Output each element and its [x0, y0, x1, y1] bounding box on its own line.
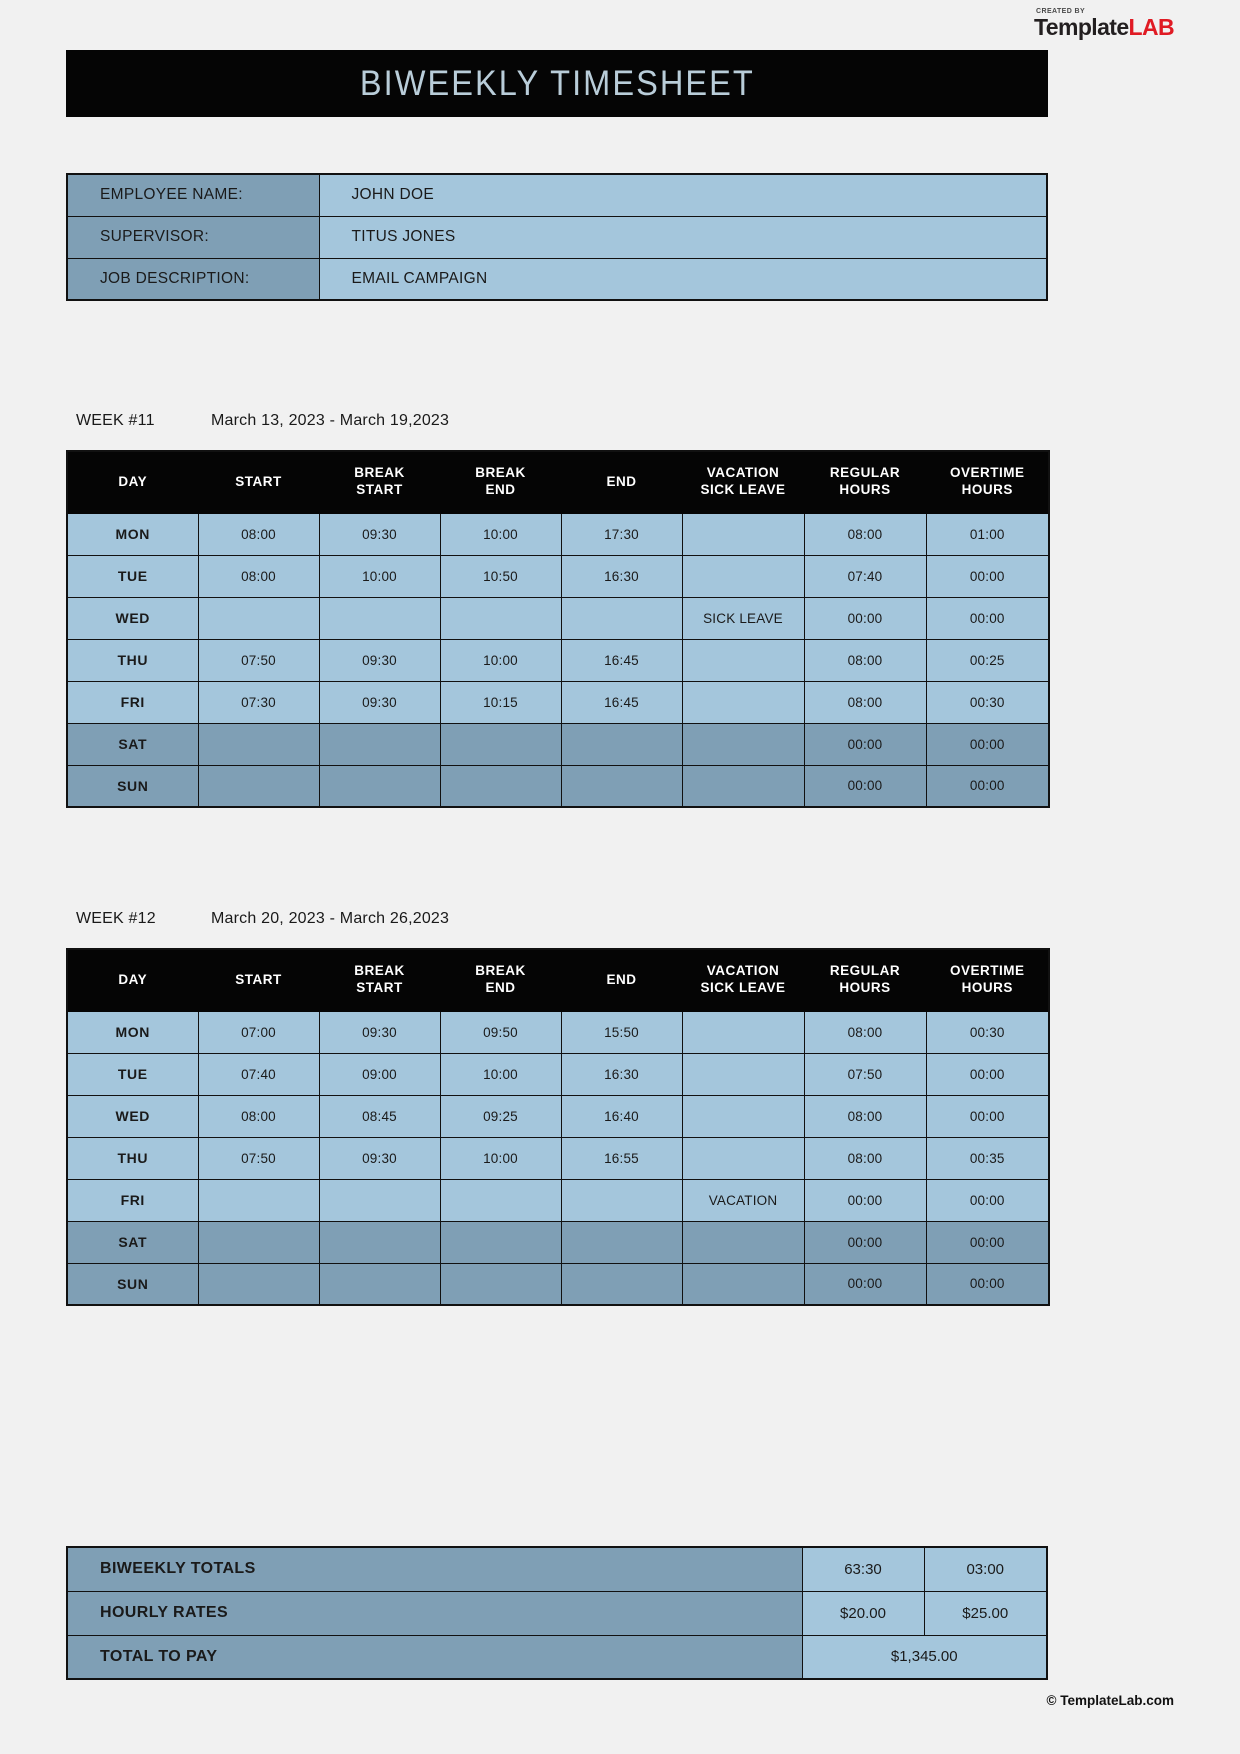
column-header [926, 949, 1049, 1011]
hourly-rates-label: HOURLY RATES [67, 1591, 802, 1635]
start-cell[interactable] [198, 723, 319, 765]
vacation-cell[interactable] [682, 1137, 804, 1179]
column-header [67, 949, 198, 1011]
day-cell: SUN [67, 765, 198, 807]
regular-cell[interactable]: 00:00 [804, 723, 926, 765]
info-value[interactable]: TITUS JONES [319, 216, 1047, 258]
column-header [926, 451, 1049, 513]
break-end-cell[interactable]: 10:00 [440, 1053, 561, 1095]
week-heading [76, 412, 449, 430]
end-cell[interactable]: 16:45 [561, 639, 682, 681]
overtime-cell[interactable]: 01:00 [926, 513, 1049, 555]
info-label: EMPLOYEE NAME: [67, 174, 319, 216]
day-cell: WED [67, 597, 198, 639]
column-header-line2: SICK LEAVE [700, 980, 786, 996]
column-header-line1: BREAK [475, 465, 526, 481]
regular-cell[interactable]: 00:00 [804, 1263, 926, 1305]
info-value[interactable]: JOHN DOE [319, 174, 1047, 216]
week-number: WEEK #11 [76, 412, 155, 429]
logo-lab-text: LAB [1128, 14, 1174, 40]
regular-cell[interactable]: 07:40 [804, 555, 926, 597]
column-header-line1: END [606, 473, 637, 489]
break-end-cell[interactable] [440, 1221, 561, 1263]
vacation-cell[interactable] [682, 1221, 804, 1263]
table-row [67, 1221, 1049, 1263]
break-start-cell[interactable]: 09:30 [319, 1011, 440, 1053]
column-header-line1: REGULAR [829, 963, 901, 979]
table-row [67, 513, 1049, 555]
day-cell: FRI [67, 681, 198, 723]
start-cell[interactable]: 08:00 [198, 555, 319, 597]
start-cell[interactable] [198, 1221, 319, 1263]
break-end-cell[interactable]: 10:50 [440, 555, 561, 597]
break-end-cell[interactable] [440, 1263, 561, 1305]
vacation-cell[interactable] [682, 723, 804, 765]
week-timesheet-table [66, 450, 1050, 808]
vacation-cell[interactable] [682, 681, 804, 723]
regular-cell[interactable]: 00:00 [804, 1221, 926, 1263]
break-start-cell[interactable] [319, 597, 440, 639]
overtime-cell[interactable]: 00:00 [926, 555, 1049, 597]
vacation-cell[interactable] [682, 1263, 804, 1305]
table-row [67, 1053, 1049, 1095]
overtime-cell[interactable]: 00:00 [926, 1095, 1049, 1137]
column-header-line2: HOURS [961, 482, 1013, 498]
regular-cell[interactable]: 08:00 [804, 639, 926, 681]
column-header-line2: START [356, 482, 403, 498]
break-start-cell[interactable]: 09:30 [319, 513, 440, 555]
table-row [67, 639, 1049, 681]
vacation-cell[interactable]: VACATION [682, 1179, 804, 1221]
break-end-cell[interactable] [440, 597, 561, 639]
start-cell[interactable]: 07:50 [198, 639, 319, 681]
total-to-pay-row [67, 1635, 1047, 1679]
start-cell[interactable]: 07:30 [198, 681, 319, 723]
vacation-cell[interactable] [682, 513, 804, 555]
break-end-cell[interactable]: 09:25 [440, 1095, 561, 1137]
column-header-line2: END [485, 980, 516, 996]
overtime-cell[interactable]: 00:00 [926, 1179, 1049, 1221]
day-cell: THU [67, 639, 198, 681]
page-title: BIWEEKLY TIMESHEET [359, 63, 755, 103]
break-start-cell[interactable] [319, 1221, 440, 1263]
overtime-cell[interactable]: 00:25 [926, 639, 1049, 681]
end-cell[interactable] [561, 765, 682, 807]
week-number: WEEK #12 [76, 910, 156, 927]
break-end-cell[interactable]: 10:00 [440, 1137, 561, 1179]
total-to-pay-value: $1,345.00 [802, 1635, 1047, 1679]
regular-cell[interactable]: 08:00 [804, 681, 926, 723]
column-header-line1: BREAK [354, 465, 405, 481]
regular-cell[interactable]: 08:00 [804, 1137, 926, 1179]
column-header-line1: BREAK [354, 963, 405, 979]
biweekly-regular-total: 63:30 [802, 1547, 924, 1591]
break-end-cell[interactable]: 10:15 [440, 681, 561, 723]
column-header-line1: VACATION [706, 465, 780, 481]
day-cell: SUN [67, 1263, 198, 1305]
day-cell: SAT [67, 723, 198, 765]
column-header-line2: HOURS [839, 482, 891, 498]
vacation-cell[interactable] [682, 1053, 804, 1095]
overtime-cell[interactable]: 00:00 [926, 1053, 1049, 1095]
column-header [804, 949, 926, 1011]
end-cell[interactable]: 16:45 [561, 681, 682, 723]
break-end-cell[interactable]: 10:00 [440, 639, 561, 681]
break-start-cell[interactable]: 09:00 [319, 1053, 440, 1095]
break-start-cell[interactable]: 08:45 [319, 1095, 440, 1137]
column-header [682, 949, 804, 1011]
regular-cell[interactable]: 07:50 [804, 1053, 926, 1095]
info-label: SUPERVISOR: [67, 216, 319, 258]
vacation-cell[interactable] [682, 555, 804, 597]
start-cell[interactable] [198, 765, 319, 807]
week-date-range: March 13, 2023 - March 19,2023 [211, 412, 450, 429]
regular-cell[interactable]: 00:00 [804, 1179, 926, 1221]
regular-hourly-rate: $20.00 [802, 1591, 924, 1635]
day-cell: FRI [67, 1179, 198, 1221]
vacation-cell[interactable] [682, 1095, 804, 1137]
overtime-cell[interactable]: 00:00 [926, 1221, 1049, 1263]
column-header [319, 949, 440, 1011]
logo-created-by-text: CREATED BY [1036, 8, 1086, 15]
regular-cell[interactable]: 08:00 [804, 1095, 926, 1137]
column-header-line2: HOURS [839, 980, 891, 996]
vacation-cell[interactable] [682, 639, 804, 681]
column-header [198, 451, 319, 513]
employee-info-table [66, 173, 1048, 301]
table-row [67, 723, 1049, 765]
column-header [440, 949, 561, 1011]
regular-cell[interactable]: 00:00 [804, 765, 926, 807]
table-row [67, 1095, 1049, 1137]
vacation-cell[interactable] [682, 1011, 804, 1053]
start-cell[interactable]: 07:40 [198, 1053, 319, 1095]
table-row [67, 597, 1049, 639]
day-cell: TUE [67, 1053, 198, 1095]
vacation-cell[interactable] [682, 765, 804, 807]
table-row [67, 1137, 1049, 1179]
column-header-line1: VACATION [706, 963, 780, 979]
end-cell[interactable] [561, 1179, 682, 1221]
logo-wordmark [1034, 16, 1174, 39]
overtime-cell[interactable]: 00:00 [926, 597, 1049, 639]
templatelab-logo [1034, 8, 1174, 39]
end-cell[interactable] [561, 1221, 682, 1263]
column-header-line1: START [235, 473, 282, 489]
column-header [561, 451, 682, 513]
overtime-cell[interactable]: 00:30 [926, 1011, 1049, 1053]
column-header-line1: END [606, 971, 637, 987]
week-date-range: March 20, 2023 - March 26,2023 [211, 910, 450, 927]
break-start-cell[interactable] [319, 1263, 440, 1305]
total-to-pay-label: TOTAL TO PAY [67, 1635, 802, 1679]
end-cell[interactable] [561, 723, 682, 765]
column-header-line2: HOURS [961, 980, 1013, 996]
end-cell[interactable]: 16:40 [561, 1095, 682, 1137]
column-header-line2: END [485, 482, 516, 498]
day-cell: MON [67, 513, 198, 555]
start-cell[interactable]: 07:00 [198, 1011, 319, 1053]
break-start-cell[interactable]: 09:30 [319, 681, 440, 723]
table-row [67, 555, 1049, 597]
table-row [67, 1179, 1049, 1221]
totals-table [66, 1546, 1048, 1680]
overtime-cell[interactable]: 00:00 [926, 1263, 1049, 1305]
end-cell[interactable]: 15:50 [561, 1011, 682, 1053]
day-cell: WED [67, 1095, 198, 1137]
break-start-cell[interactable] [319, 765, 440, 807]
info-row [67, 258, 1047, 300]
end-cell[interactable]: 16:30 [561, 1053, 682, 1095]
column-header [561, 949, 682, 1011]
table-header-row [67, 949, 1049, 1011]
column-header-line1: BREAK [475, 963, 526, 979]
overtime-cell[interactable]: 00:35 [926, 1137, 1049, 1179]
biweekly-overtime-total: 03:00 [924, 1547, 1047, 1591]
footer-copyright: © TemplateLab.com [1046, 1693, 1174, 1708]
column-header-line1: OVERTIME [949, 465, 1025, 481]
overtime-cell[interactable]: 00:00 [926, 723, 1049, 765]
column-header [440, 451, 561, 513]
start-cell[interactable] [198, 1179, 319, 1221]
title-bar [66, 50, 1048, 117]
break-end-cell[interactable]: 09:50 [440, 1011, 561, 1053]
day-cell: SAT [67, 1221, 198, 1263]
week-heading [76, 910, 449, 928]
biweekly-totals-label: BIWEEKLY TOTALS [67, 1547, 802, 1591]
info-label: JOB DESCRIPTION: [67, 258, 319, 300]
day-cell: THU [67, 1137, 198, 1179]
regular-cell[interactable]: 00:00 [804, 597, 926, 639]
break-end-cell[interactable] [440, 765, 561, 807]
column-header [198, 949, 319, 1011]
column-header-line1: START [235, 971, 282, 987]
column-header-line2: SICK LEAVE [700, 482, 786, 498]
table-header-row [67, 451, 1049, 513]
break-start-cell[interactable] [319, 723, 440, 765]
end-cell[interactable] [561, 597, 682, 639]
start-cell[interactable]: 08:00 [198, 513, 319, 555]
table-row [67, 1011, 1049, 1053]
biweekly-totals-row [67, 1547, 1047, 1591]
end-cell[interactable] [561, 1263, 682, 1305]
table-row [67, 1263, 1049, 1305]
break-start-cell[interactable]: 09:30 [319, 1137, 440, 1179]
break-end-cell[interactable] [440, 1179, 561, 1221]
column-header-line1: OVERTIME [949, 963, 1025, 979]
column-header-line1: REGULAR [829, 465, 901, 481]
column-header [319, 451, 440, 513]
day-cell: TUE [67, 555, 198, 597]
column-header [804, 451, 926, 513]
column-header [682, 451, 804, 513]
break-end-cell[interactable]: 10:00 [440, 513, 561, 555]
start-cell[interactable]: 07:50 [198, 1137, 319, 1179]
table-row [67, 681, 1049, 723]
regular-cell[interactable]: 08:00 [804, 513, 926, 555]
regular-cell[interactable]: 08:00 [804, 1011, 926, 1053]
break-end-cell[interactable] [440, 723, 561, 765]
hourly-rates-row [67, 1591, 1047, 1635]
start-cell[interactable] [198, 1263, 319, 1305]
logo-template-text: Template [1034, 14, 1129, 40]
column-header-line1: DAY [118, 473, 148, 489]
break-start-cell[interactable]: 10:00 [319, 555, 440, 597]
end-cell[interactable]: 16:30 [561, 555, 682, 597]
overtime-hourly-rate: $25.00 [924, 1591, 1047, 1635]
day-cell: MON [67, 1011, 198, 1053]
table-row [67, 765, 1049, 807]
end-cell[interactable]: 16:55 [561, 1137, 682, 1179]
vacation-cell[interactable]: SICK LEAVE [682, 597, 804, 639]
column-header-line2: START [356, 980, 403, 996]
info-row [67, 174, 1047, 216]
info-value[interactable]: EMAIL CAMPAIGN [319, 258, 1047, 300]
column-header [67, 451, 198, 513]
end-cell[interactable]: 17:30 [561, 513, 682, 555]
start-cell[interactable] [198, 597, 319, 639]
column-header-line1: DAY [118, 971, 148, 987]
break-start-cell[interactable] [319, 1179, 440, 1221]
break-start-cell[interactable]: 09:30 [319, 639, 440, 681]
info-row [67, 216, 1047, 258]
overtime-cell[interactable]: 00:30 [926, 681, 1049, 723]
start-cell[interactable]: 08:00 [198, 1095, 319, 1137]
overtime-cell[interactable]: 00:00 [926, 765, 1049, 807]
week-timesheet-table [66, 948, 1050, 1306]
